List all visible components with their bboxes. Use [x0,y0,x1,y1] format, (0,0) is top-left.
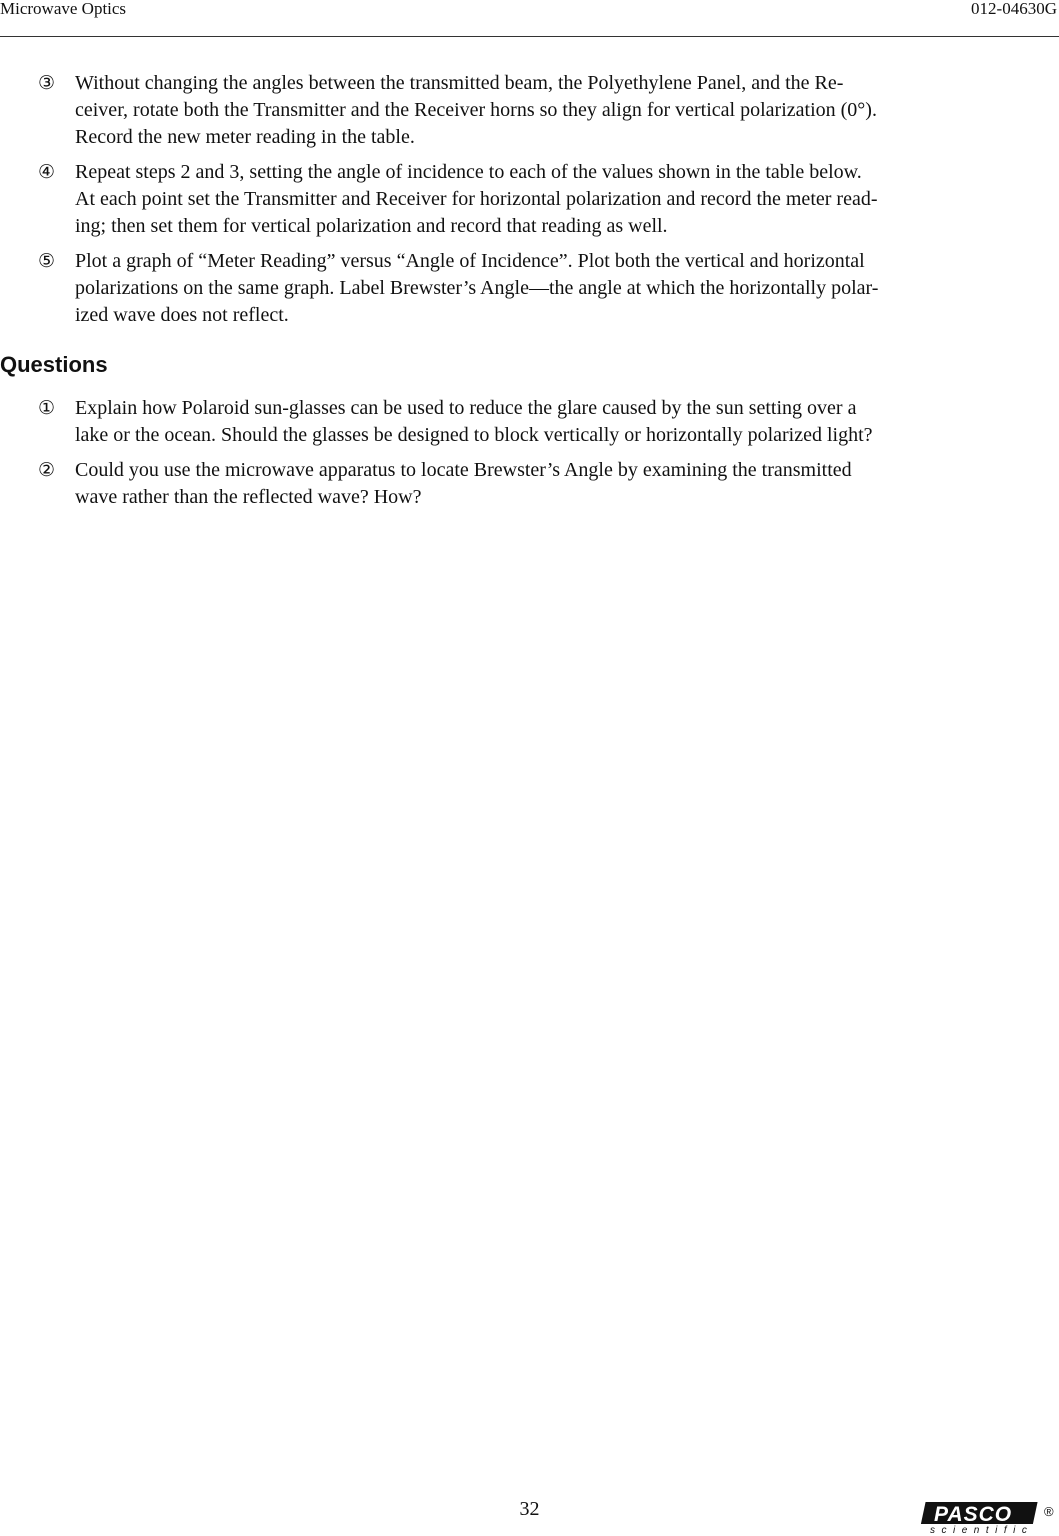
question-number: ① [38,397,56,419]
question-text-line: wave rather than the reflected wave? How? [75,486,422,508]
question-text-line: Could you use the microwave apparatus to locate Brewster’s Angle by examining the transmitted [75,459,852,481]
step-text-line: ceiver, rotate both the Transmitter and the Receiver horns so they align for vertical polarization (0°). [75,99,877,121]
page-header [0,0,1059,30]
step-text-line: At each point set the Transmitter and Receiver for horizontal polarization and record the meter read- [75,188,878,210]
question-text-line: Explain how Polaroid sun-glasses can be used to reduce the glare caused by the sun setting over a [75,397,857,419]
question-text-line: lake or the ocean. Should the glasses be designed to block vertically or horizontally polarized light? [75,424,873,446]
page-number: 32 [519,1498,540,1520]
step-number: ③ [38,72,56,94]
step-text-line: Repeat steps 2 and 3, setting the angle of incidence to each of the values shown in the table below. [75,161,862,183]
step-text-line: Without changing the angles between the transmitted beam, the Polyethylene Panel, and the Re- [75,72,844,94]
question-2 [0,457,960,511]
questions-heading: Questions [0,352,108,377]
question-1 [0,395,960,449]
step-text-line: Plot a graph of “Meter Reading” versus “Angle of Incidence”. Plot both the vertical and horizontal [75,250,865,272]
header-divider [0,36,1059,37]
logo-wordmark: PASCO [934,1503,1013,1526]
registered-mark: ® [1044,1504,1054,1519]
header-document-number: 012-04630G [971,0,1057,18]
step-number: ④ [38,161,56,183]
step-number: ⑤ [38,250,56,272]
header-title: Microwave Optics [0,0,127,18]
procedure-step-5 [0,248,960,329]
step-text-line: Record the new meter reading in the table. [75,126,415,148]
procedure-step-3 [0,70,960,151]
logo-subtext: scientific [930,1525,1034,1534]
step-text-line: ing; then set them for vertical polarization and record that reading as well. [75,215,668,237]
step-text-line: ized wave does not reflect. [75,304,289,326]
step-text-line: polarizations on the same graph. Label Brewster’s Angle—the angle at which the horizontally polar- [75,277,879,299]
procedure-step-4 [0,159,960,240]
page-content [0,70,990,519]
question-number: ② [38,459,56,481]
pasco-logo [920,1500,1056,1534]
